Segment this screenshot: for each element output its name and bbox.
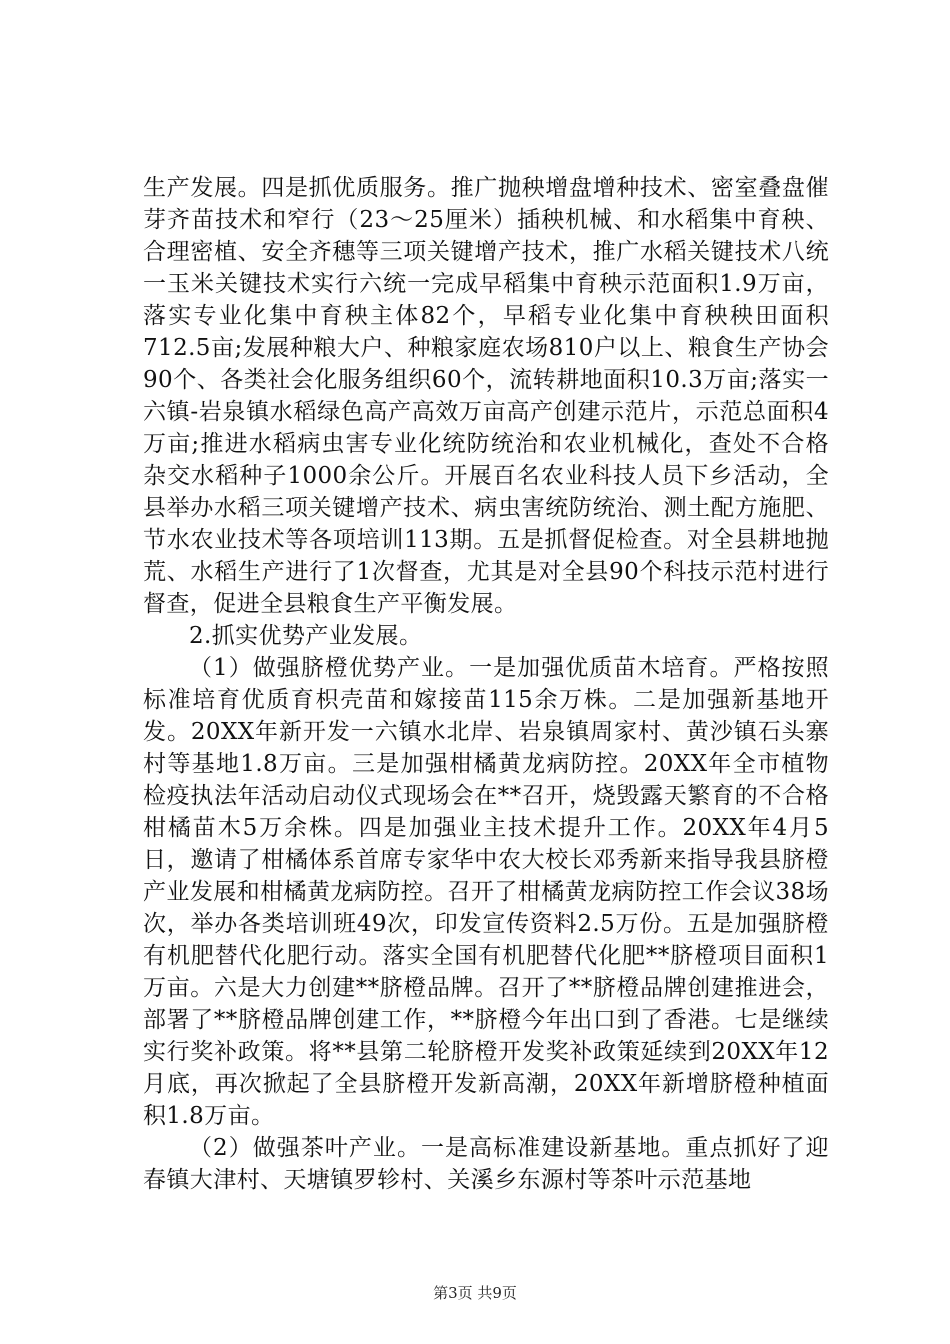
paragraph-grain-services: 生产发展。四是抓优质服务。推广抛秧增盘增种技术、密室叠盘催芽齐苗技术和窄行（23～25厘米）插秧机械、和水稻集中育秧、合理密植、安全齐穗等三项关键增产技术，推广水稻关键技术八统一玉米关键技术实行六统一完成早稻集中育秧示范面积1.9万亩，落实专业化集中育秧主体82个，早稻专业化集中育秧秧田面积712.5亩;发展种粮大户、种粮家庭农场810户以上、粮食生产协会90个、各类社会化服务组织60个，流转耕地面积10.3万亩;落实一六镇-岩泉镇水稻绿色高产高效万亩高产创建示范片，示范总面积4万亩;推进水稻病虫害专业化统防统治和农业机械化，查处不合格杂交水稻种子1000余公斤。开展百名农业科技人员下乡活动，全县举办水稻三项关键增产技术、病虫害统防统治、测土配方施肥、节水农业技术等各项培训113期。五是抓督促检查。对全县耕地抛荒、水稻生产进行了1次督查，尤其是对全县90个科技示范村进行督查，促进全县粮食生产平衡发展。 xyxy=(143,175,829,617)
document-body xyxy=(143,172,829,1196)
paragraph-tea-industry: （2）做强茶叶产业。一是高标准建设新基地。重点抓好了迎春镇大津村、天塘镇罗轸村、关溪乡东源村等茶叶示范基地 xyxy=(143,1135,829,1193)
page-number-footer: 第3页 共9页 xyxy=(433,1284,517,1302)
section-heading-advantage-industries: 2.抓实优势产业发展。 xyxy=(189,623,423,649)
paragraph-navel-orange-industry: （1）做强脐橙优势产业。一是加强优质苗木培育。严格按照标准培育优质育枳壳苗和嫁接苗115余万株。二是加强新基地开发。20XX年新开发一六镇水北岸、岩泉镇周家村、黄沙镇石头寨村等基地1.8万亩。三是加强柑橘黄龙病防控。20XX年全市植物检疫执法年活动启动仪式现场会在**召开，烧毁露天繁育的不合格柑橘苗木5万余株。四是加强业主技术提升工作。20XX年4月5日，邀请了柑橘体系首席专家华中农大校长邓秀新来指导我县脐橙产业发展和柑橘黄龙病防控。召开了柑橘黄龙病防控工作会议38场次，举办各类培训班49次，印发宣传资料2.5万份。五是加强脐橙有机肥替代化肥行动。落实全国有机肥替代化肥**脐橙项目面积1万亩。六是大力创建**脐橙品牌。召开了**脐橙品牌创建推进会，部署了**脐橙品牌创建工作，**脐橙今年出口到了香港。七是继续实行奖补政策。将**县第二轮脐橙开发奖补政策延续到20XX年12月底，再次掀起了全县脐橙开发新高潮，20XX年新增脐橙种植面积1.8万亩。 xyxy=(143,655,829,1129)
